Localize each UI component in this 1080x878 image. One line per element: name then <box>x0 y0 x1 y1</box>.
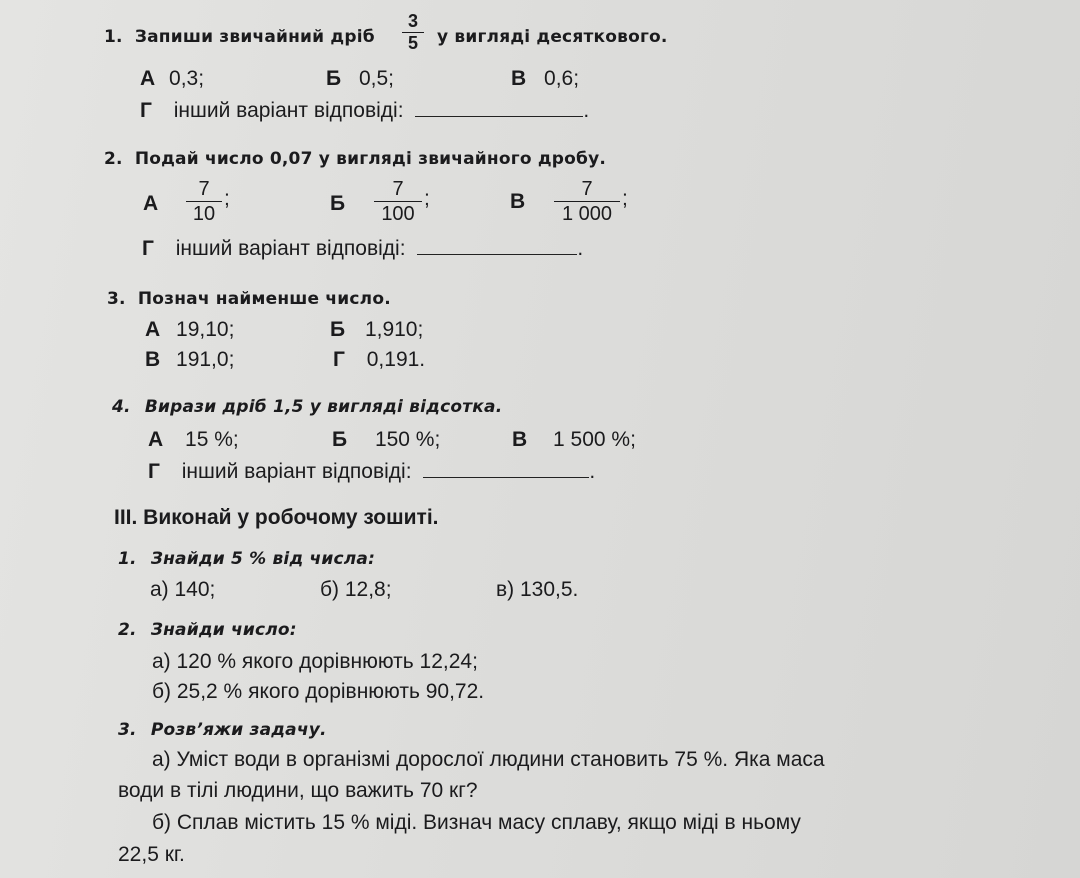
t1-text: Знайди 5 % від числа: <box>150 549 376 569</box>
q2-option-b-suffix: ; <box>424 187 430 210</box>
option-letter: А <box>145 318 161 341</box>
option-letter: Б <box>330 318 346 341</box>
option-value: 150 %; <box>374 428 441 451</box>
option-value: 0,5; <box>358 67 394 90</box>
q1-text-before: Запиши звичайний дріб <box>134 27 375 47</box>
option-letter: Г <box>148 460 160 483</box>
q4-option-c[interactable] <box>512 428 636 452</box>
fraction-numerator: 7 <box>392 178 404 200</box>
t2-item-b: б) 25,2 % якого дорівнюють 90,72. <box>152 680 485 703</box>
option-value: 1 500 %; <box>553 428 636 451</box>
option-letter: Б <box>326 67 342 90</box>
q2-option-c-letter: В <box>510 190 526 213</box>
q2-option-b[interactable] <box>374 178 422 225</box>
option-value: 0,3; <box>169 67 205 90</box>
q1-fraction <box>402 12 424 53</box>
q4-heading <box>112 397 502 417</box>
option-letter: В <box>512 428 528 451</box>
t1-item-c: в) 130,5. <box>496 578 579 601</box>
q1-option-other[interactable]: Г інший варіант відповіді: . <box>140 99 590 122</box>
option-letter: А <box>148 428 164 451</box>
answer-blank[interactable] <box>417 253 577 255</box>
option-letter: В <box>145 348 161 371</box>
fraction-denominator: 10 <box>192 203 216 225</box>
t1-heading <box>118 549 375 569</box>
q2-heading <box>104 149 606 169</box>
fraction-bar <box>186 201 222 202</box>
t3-a-line2: води в тілі людини, що важить 70 кг? <box>118 779 478 802</box>
t3-text: Розв’яжи задачу. <box>150 720 327 740</box>
q2-number: 2. <box>104 149 123 169</box>
q2-option-c[interactable] <box>554 178 620 225</box>
q3-option-c[interactable] <box>145 348 234 372</box>
t1-number: 1. <box>118 549 137 569</box>
option-other-text: інший варіант відповіді: <box>175 237 406 260</box>
q2-option-c-suffix: ; <box>622 187 628 210</box>
q3-option-d[interactable] <box>333 348 425 372</box>
option-value: 0,6; <box>544 67 580 90</box>
q1-number: 1. <box>104 27 123 47</box>
q4-option-b[interactable] <box>332 428 440 452</box>
option-value: 1,910; <box>364 318 424 341</box>
fraction-denominator: 100 <box>381 203 415 225</box>
option-other-text: інший варіант відповіді: <box>173 99 404 122</box>
t3-heading <box>118 720 327 740</box>
q4-option-other[interactable]: Г інший варіант відповіді: . <box>148 460 596 483</box>
fraction-numerator: 7 <box>581 178 593 200</box>
option-value: 19,10; <box>176 318 235 341</box>
t1-item-a: а) 140; <box>150 578 216 601</box>
q4-option-a[interactable] <box>148 428 239 452</box>
option-letter: А <box>140 67 156 90</box>
q3-heading <box>107 289 391 309</box>
t2-item-a: а) 120 % якого дорівнюють 12,24; <box>152 650 478 673</box>
option-value: 0,191. <box>366 348 426 371</box>
q2-text: Подай число 0,07 у вигляді звичайного дробу. <box>134 149 607 169</box>
option-letter: Г <box>140 99 152 122</box>
q3-option-b[interactable] <box>330 318 423 342</box>
fraction-denominator: 1 000 <box>561 203 613 225</box>
t2-heading <box>118 620 297 640</box>
q2-option-b-letter: Б <box>330 192 346 215</box>
q1-fraction-numerator: 3 <box>407 11 418 31</box>
q2-option-a-letter: А <box>143 192 159 215</box>
q1-text-after: у вигляді десяткового. <box>437 27 668 47</box>
q2-option-a[interactable] <box>186 178 222 225</box>
fraction-bar <box>554 201 620 202</box>
option-value: 191,0; <box>176 348 235 371</box>
option-letter: Г <box>142 237 154 260</box>
q2-option-a-suffix: ; <box>224 187 230 210</box>
t3-b-line1: б) Сплав містить 15 % міді. Визнач масу сплаву, якщо міді в ньому <box>152 811 801 834</box>
answer-blank[interactable] <box>415 115 583 117</box>
option-letter: Г <box>333 348 345 371</box>
q1-option-c[interactable] <box>511 67 579 91</box>
q1-option-a[interactable] <box>140 67 204 91</box>
q1-fraction-denominator: 5 <box>407 33 418 53</box>
option-letter: Б <box>332 428 348 451</box>
fraction-numerator: 7 <box>198 178 210 200</box>
t2-text: Знайди число: <box>150 620 297 640</box>
top-edge <box>0 0 1080 4</box>
t3-number: 3. <box>118 720 137 740</box>
q1-heading <box>104 27 375 47</box>
fraction-bar <box>374 201 422 202</box>
answer-blank[interactable] <box>423 476 589 478</box>
q4-text: Вирази дріб 1,5 у вигляді відсотка. <box>144 397 503 417</box>
q1-option-b[interactable] <box>326 67 394 91</box>
q3-option-a[interactable] <box>145 318 234 342</box>
option-value: 15 %; <box>185 428 239 451</box>
t2-number: 2. <box>118 620 137 640</box>
option-letter: В <box>511 67 527 90</box>
part3-heading: III. Виконай у робочому зошиті. <box>114 506 439 529</box>
q2-option-other[interactable]: Г інший варіант відповіді: . <box>142 237 584 260</box>
t3-a-line1: а) Уміст води в організмі дорослої людини становить 75 %. Яка маса <box>152 748 825 771</box>
option-other-text: інший варіант відповіді: <box>181 460 412 483</box>
t3-b-line2: 22,5 кг. <box>118 843 185 866</box>
q4-number: 4. <box>112 397 131 417</box>
q3-number: 3. <box>107 289 126 309</box>
q3-text: Познач найменше число. <box>137 289 391 309</box>
t1-item-b: б) 12,8; <box>320 578 392 601</box>
